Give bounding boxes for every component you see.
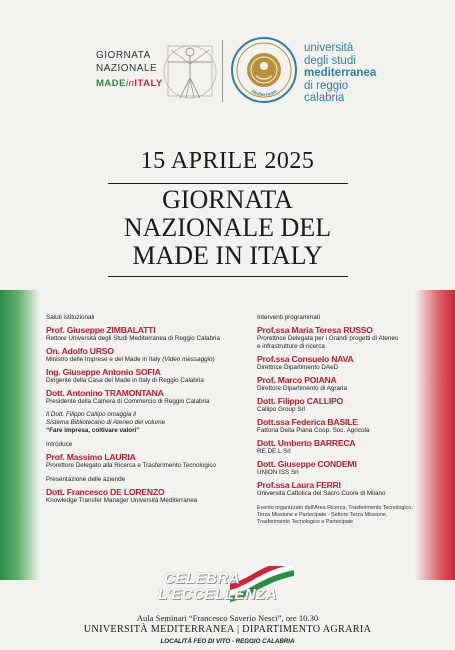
gnmi-logo-line1: GIORNATA [96, 50, 151, 61]
speaker-name: On. Adolfo URSO [46, 346, 114, 356]
book-tribute-line2: Sistema Bibliotecario di Ateneo del volume [46, 419, 166, 426]
university-seal-icon [230, 36, 298, 104]
eccellenza-text: L’ECCELLENZA [158, 586, 278, 603]
programme-left-column [46, 314, 246, 505]
gnmi-italy: ITALY [134, 78, 163, 89]
programme-right-column [257, 314, 422, 526]
organizer-note [257, 505, 422, 526]
event-title [0, 186, 455, 270]
speaker-role [46, 356, 246, 364]
seal-text-bottom: Mediterranea [249, 89, 279, 99]
vitruvian-man-icon [162, 38, 218, 104]
celebra-eccellenza-logo [158, 566, 298, 608]
speaker-role: Knowledge Transfer Manager Università Mediterranea [46, 497, 198, 504]
speaker-role: Direttrice Dipartimento DAeD [257, 364, 339, 371]
university-name-line5: calabria [304, 92, 345, 104]
speaker-role: Dirigente della Casa del Made in Italy di Reggio Calabria [46, 377, 204, 384]
speaker-name: Prof.ssa Maria Teresa RUSSO [257, 325, 373, 335]
organizer-note-line1: Evento organizzato dall’Area Ricerca, Trasferimento Tecnologico, [257, 505, 413, 511]
title-rule-bottom [108, 276, 348, 277]
speaker-name: Dott. Antonino TRAMONTANA [46, 388, 164, 398]
gnmi-made: MADE [96, 78, 126, 89]
event-venue: Aula Seminari “Francesco Saverio Nesci”, ore 10.30 [136, 613, 319, 623]
speaker-name: Dott. Giuseppe CONDEMI [257, 459, 357, 469]
speaker-name: Ing. Giuseppe Antonio SOFIA [46, 367, 161, 377]
speaker-name: Prof. Marco POIANA [257, 375, 337, 385]
speaker-name: Dott. Francesco DE LORENZO [46, 487, 165, 497]
speaker-role: Prorettore Delegato alla Ricerca e Trasferimento Tecnologico [46, 462, 216, 469]
university-name-line2: degli studi [304, 54, 356, 67]
section-saluti: Saluti istituzionali [46, 314, 95, 321]
speaker-role: Fattoria Della Piana Coop. Soc. Agricola [257, 427, 370, 434]
gnmi-logo-line2: NAZIONALE [96, 63, 158, 74]
university-name [304, 42, 414, 105]
event-date: 15 APRILE 2025 [140, 148, 315, 174]
event-title-line1: GIORNATA [162, 185, 293, 214]
gnmi-in: in [125, 78, 135, 89]
book-title: “Fare impresa, coltivare valori” [46, 427, 140, 434]
speaker-role: RE.DE.L Srl [257, 448, 291, 455]
speaker-role: Università Cattolica del Sacro Cuore di Milano [257, 490, 386, 497]
organizer-note-line2: Terza Missione e Partecipate - Settore Terza Missione, [257, 512, 388, 518]
gnmi-logo-made-in-italy [96, 78, 163, 89]
university-name-line1: università [304, 42, 354, 54]
section-introduce: Introduce [46, 441, 73, 448]
seal-text-top [230, 36, 298, 37]
speaker-name: Prof. Giuseppe ZIMBALATTI [46, 325, 156, 335]
speaker-name: Prof. Massimo LAURIA [46, 452, 136, 462]
speaker-role: Presidente della Camera di Commercio di Reggio Calabria [46, 398, 210, 405]
speaker-name: Prof.ssa Consuelo NAVA [257, 354, 354, 364]
celebra-text: CELEBRA [164, 570, 241, 587]
video-message-note: (Video messaggio) [162, 356, 215, 363]
speaker-role: Direttore Dipartimento di Agraria [257, 385, 347, 392]
logo-divider [222, 40, 223, 102]
speaker-name: Dott. Umberto BARRECA [257, 438, 356, 448]
speaker-name: Dott.ssa Federica BASILE [257, 417, 358, 427]
speaker-name: Dott. Filippo CALLIPO [257, 396, 344, 406]
speaker-name: Prof.ssa Laura FERRI [257, 480, 341, 490]
left-tricolour-band [0, 290, 40, 580]
section-interventi: Interventi programmati [257, 314, 320, 321]
university-name-line4: di reggio [304, 79, 349, 92]
title-rule-top [108, 183, 348, 184]
event-title-line2: NAZIONALE DEL [123, 213, 332, 242]
event-institution: UNIVERSITÀ MEDITERRANEA | DIPARTIMENTO AGRARIA [83, 624, 372, 635]
organizer-note-line3: Trasferimento Tecnologico e Partecipate [257, 519, 354, 525]
speaker-role: Callipo Group Srl [257, 406, 305, 413]
event-title-line3: MADE IN ITALY [132, 241, 323, 270]
university-name-line3: mediterranea [304, 67, 377, 79]
book-tribute-line1: Il Dott. Filippo Callipo omaggia il [46, 411, 136, 418]
speaker-role: Prorettrice Delegata per i Grandi progetti di Ateneo [257, 335, 399, 342]
speaker-role-cont: e infrastrutture di ricerca [257, 343, 325, 350]
speaker-role: Rettore Università degli Studi Mediterranea di Reggio Calabria [46, 335, 220, 342]
section-presentazione: Presentazione delle aziende [46, 476, 126, 483]
speaker-role-text: Ministro delle Imprese e del Made in Italy [46, 356, 161, 363]
event-location: LOCALITÀ FEO DI VITO - REGGIO CALABRIA [160, 638, 295, 645]
speaker-role: UNION ISS Srl [257, 469, 299, 476]
